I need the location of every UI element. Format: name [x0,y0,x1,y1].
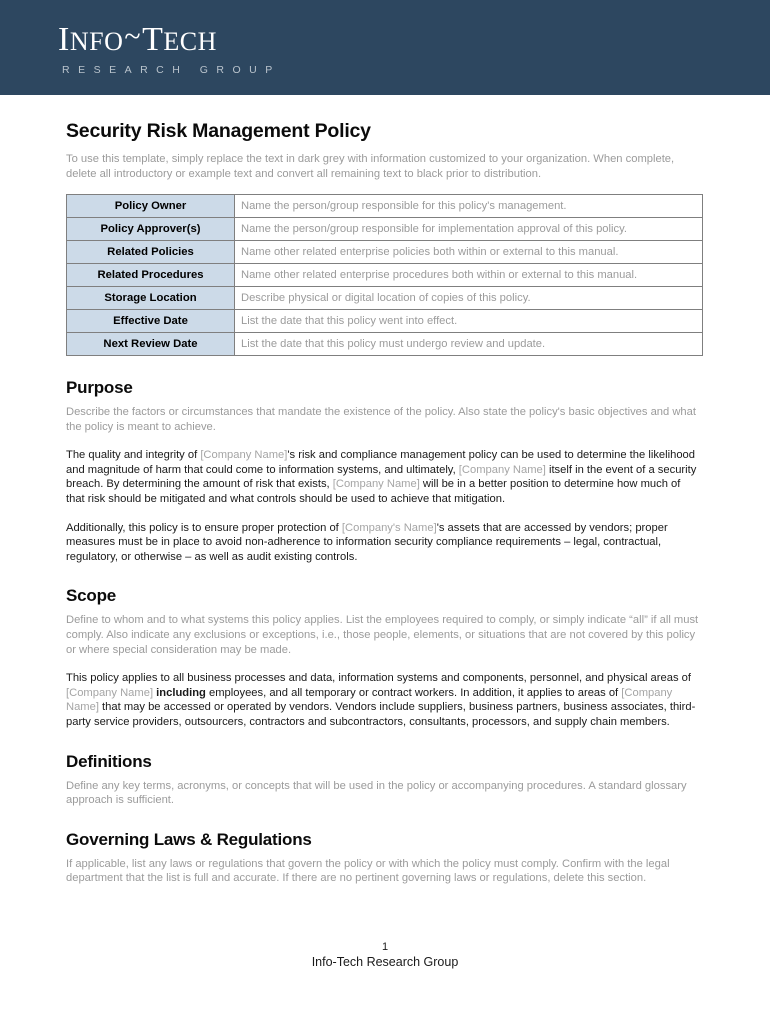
logo-wordmark [58,22,281,60]
purpose-p1-part-d: will be in a better position to determine how much of that risk should be mitigated and what controls should be used to achieve that mitigation. [66,478,681,505]
scope-instruction-text: Define to whom and to what systems this policy applies. List the employees required to comply, or simply indicate “all” if all must comply. Also indicate any exclusions or exceptions, i.e., those people, elements, or situations that are not covered by this policy or where special consideration may be made. [66,614,699,656]
purpose-paragraph-1 [66,448,702,506]
table-row-label: Related Policies [67,241,235,264]
company-name-placeholder: [Company's Name] [341,521,437,534]
table-row-label: Related Procedures [67,264,235,287]
info-tech-logo [58,22,281,76]
document-page [0,120,770,886]
table-row-value[interactable]: Name other related enterprise policies both within or external to this manual. [235,241,703,264]
logo-subtitle: RESEARCH GROUP [62,64,281,76]
scope-p1-part-d: that may be accessed or operated by vendors. Vendors include suppliers, business partners, business associates, third-party service providers, outsourcers, contractors and subcontractors, consultants, processors, and supply chain members. [66,701,696,728]
table-row [67,218,703,241]
company-name-placeholder: [Company Name] [332,478,420,491]
logo-letter-i: I [58,21,70,58]
scope-p1-bold-including: including [156,686,206,699]
table-row [67,287,703,310]
purpose-p1-part-b: 's risk and compliance management policy can be used to determine the likelihood and magnitude of harm that could come to information systems, and ultimately, [66,449,695,476]
purpose-p1-part-a: The quality and integrity of [66,449,201,462]
table-row [67,264,703,287]
scope-p1-part-a: This policy applies to all business processes and data, information systems and components, personnel, and physical areas of [66,672,691,685]
footer-organization: Info-Tech Research Group [311,955,459,969]
logo-tilde: ~ [124,20,142,53]
table-row-value[interactable]: Describe physical or digital location of copies of this policy. [235,287,703,310]
table-row-value[interactable]: List the date that this policy went into effect. [235,310,703,333]
page-footer [0,940,770,970]
section-heading-scope: Scope [66,586,117,606]
logo-letters-nfo: NFO [69,27,124,56]
company-name-placeholder: [Company Name] [66,686,154,699]
table-row [67,310,703,333]
intro-instruction-text: To use this template, simply replace the text in dark grey with information customized to your organization. When complete, delete all introductory or example text and convert all remaining text to black prior to distribution. [66,153,675,180]
page-title: Security Risk Management Policy [66,120,371,142]
table-row-value[interactable]: List the date that this policy must undergo review and update. [235,333,703,356]
table-row-value[interactable]: Name the person/group responsible for this policy's management. [235,195,703,218]
company-name-placeholder: [Company Name] [458,463,546,476]
policy-metadata-body [67,195,703,356]
table-row-label: Storage Location [67,287,235,310]
governing-laws-instruction-text: If applicable, list any laws or regulations that govern the policy or with which the policy must comply. Confirm with the legal department that the list is full and accurate. If there are no pertinent governing laws or regulations, delete this section. [66,857,670,885]
table-row-value[interactable]: Name other related enterprise procedures both within or external to this manual. [235,264,703,287]
table-row [67,241,703,264]
purpose-paragraph-2 [66,521,702,565]
logo-letters-ech: ECH [163,27,217,56]
purpose-p1-part-c: itself in the event of a security breach. By determining the amount of risk that exists, [66,463,697,491]
purpose-instruction-text: Describe the factors or circumstances that mandate the existence of the policy. Also state the policy's basic objectives and what the policy is meant to achieve. [66,406,696,433]
table-row-value[interactable]: Name the person/group responsible for implementation approval of this policy. [235,218,703,241]
scope-p1-part-c: employees, and all temporary or contract workers. In addition, it applies to areas of [205,686,622,699]
section-heading-governing-laws: Governing Laws & Regulations [66,829,312,849]
company-name-placeholder: [Company Name] [200,449,288,462]
table-row [67,195,703,218]
definitions-instruction-text: Define any key terms, acronyms, or concepts that will be used in the policy or accompanying procedures. A standard glossary approach is sufficient. [66,779,687,807]
logo-letter-t: T [142,21,164,58]
header-banner [0,0,770,95]
section-heading-definitions: Definitions [66,751,152,771]
table-row-label: Next Review Date [67,333,235,356]
policy-metadata-table [66,194,703,356]
table-row-label: Effective Date [67,310,235,333]
footer-page-number: 1 [381,941,389,953]
company-name-placeholder: [Company Name] [66,686,673,714]
section-heading-purpose: Purpose [66,378,133,397]
purpose-p2-part-b: 's assets that are accessed by vendors; proper measures must be in place to avoid non-adherence to information security compliance requirements – legal, contractual, regulatory, or otherwise – as well as audit existing controls. [66,521,668,563]
purpose-p2-part-a: Additionally, this policy is to ensure proper protection of [66,521,342,534]
table-row-label: Policy Approver(s) [67,218,235,241]
scope-paragraph-1 [66,671,702,729]
table-row [67,333,703,356]
table-row-label: Policy Owner [67,195,235,218]
